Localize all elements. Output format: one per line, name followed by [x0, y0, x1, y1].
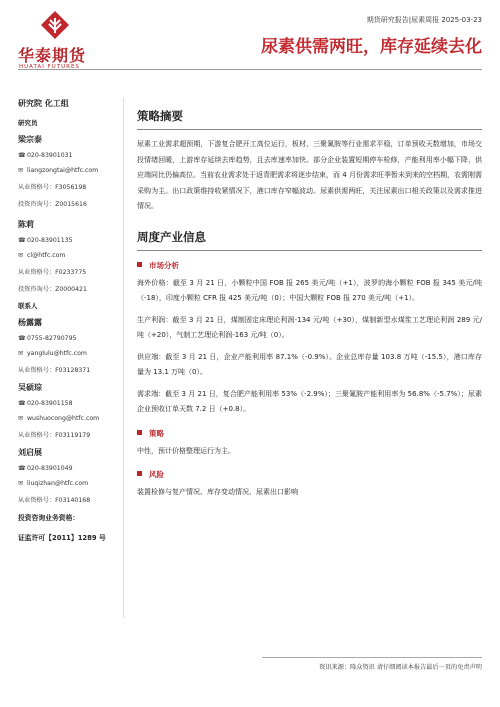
phone-line: ☎020-83901158: [18, 400, 73, 407]
strategy-paragraph: 中性，预计价格整理运行为主。: [137, 446, 235, 455]
license-line: 从业资格号：F03128371: [18, 367, 91, 374]
role-researcher: 研究员: [18, 119, 38, 127]
section-title-summary: 策略摘要: [137, 109, 183, 123]
square-bullet-icon: [137, 262, 142, 267]
email-icon: ✉: [18, 350, 24, 357]
sidebar-divider: [123, 98, 124, 618]
researcher-name: 梁宗泰: [18, 135, 42, 144]
researcher-card: [18, 219, 118, 293]
report-title: 尿素供需两旺，库存延续去化: [261, 37, 482, 57]
consult-line: 投资咨询号：Z0000421: [18, 286, 87, 293]
square-bullet-icon: [137, 430, 142, 435]
consult-line: 投资咨询号：Z0015616: [18, 201, 87, 208]
section-title-weekly: 周度产业信息: [137, 229, 206, 244]
brand-name-en: HUATAI FUTURES: [19, 64, 80, 70]
contact-card: [18, 317, 118, 374]
contact-name: 刘启展: [18, 448, 42, 457]
phone-line: ☎020-83901031: [18, 152, 73, 159]
email-line[interactable]: ✉ yanglulu@htfc.com: [18, 350, 87, 357]
brand-name-cn: 华泰期货: [18, 46, 87, 65]
phone-line: ☎0755-82790795: [18, 335, 77, 342]
email-line[interactable]: ✉ liuqizhan@htfc.com: [18, 480, 89, 487]
contact-name: 杨露露: [18, 318, 42, 327]
phone-icon: ☎: [18, 465, 26, 472]
researcher-card: [18, 134, 118, 208]
license-cert: 证监许可【2011】1289 号: [18, 534, 106, 542]
phone-line: ☎020-83901135: [18, 237, 73, 244]
contact-card: [18, 382, 118, 439]
contact-card: [18, 447, 118, 504]
risk-paragraph: 装置检修与复产情况、库存变动情况、尿素出口影响: [137, 488, 298, 496]
author-sidebar: [18, 98, 118, 552]
email-icon: ✉: [18, 415, 24, 422]
footer-divider: [262, 657, 482, 658]
header-divider: [18, 69, 482, 70]
huatai-logo-icon: [40, 10, 70, 40]
license-line: 从业资格号：F03119179: [18, 432, 91, 439]
footer-note: 资讯来源：隆众资讯 请仔细阅读本报告最后一页的免责声明: [319, 664, 482, 671]
researcher-name: 陈莉: [18, 220, 34, 229]
subsection-risk: 风险: [137, 469, 482, 480]
research-group: 研究院 化工组: [18, 99, 69, 108]
subsection-strategy: 策略: [137, 428, 482, 439]
section-divider: [137, 129, 482, 130]
market-paragraph: 生产利润：截至 3 月 21 日，煤制固定床理论利润-134 元/吨（+30），煤制新型水煤浆工艺理论利润 289 元/吨（+20），气制工艺理论利润-163 元/吨（0）。: [137, 315, 482, 339]
email-line[interactable]: ✉ cl@htfc.com: [18, 252, 66, 259]
email-icon: ✉: [18, 252, 24, 259]
email-line[interactable]: ✉ liangzongtai@htfc.com: [18, 167, 99, 174]
email-icon: ✉: [18, 480, 24, 487]
role-contact: 联系人: [18, 302, 38, 310]
summary-paragraph: 尿素工业需求超预期，下游复合肥开工高位运行，板材、三聚氰胺等行业需求平稳，订单预收天数增加，市场交投情绪回暖，上游库存延续去库趋势，且去库速率加快。部分企业装置短期停车检修，产能利用率小幅下降，供应端同比仍偏高位。当前农业需求处于返青肥需求将逐步结束，而 4 月份需求旺季暂未到来的空档期，农需刚需采购为主。出口政策维持收紧情况下，港口库存窄幅波动。尿素供需两旺，关注尿素出口相关政策以及需求推进情况。: [137, 140, 482, 210]
square-bullet-icon: [137, 471, 142, 476]
market-paragraph: 海外价格：截至 3 月 21 日，小颗粒中国 FOB 报 265 美元/吨（+1），波罗的海小颗粒 FOB 报 345 美元/吨（-18），印度小颗粒 CFR 报 425 美元/吨（0）；中国大颗粒 FOB 报 270 美元/吨（+1）。: [137, 278, 482, 302]
license-line: 从业资格号：F0233775: [18, 269, 87, 276]
consult-business-label: 投资咨询业务资格：: [18, 514, 80, 522]
market-paragraph: 供应端：截至 3 月 21 日，企业产能利用率 87.1%（-0.9%）。企业总库存量 103.8 万吨（-15.5），港口库存量为 13.1 万吨（0）。: [137, 352, 482, 376]
subsection-market: 市场分析: [137, 260, 482, 271]
phone-icon: ☎: [18, 335, 26, 342]
section-divider: [137, 250, 482, 251]
email-icon: ✉: [18, 167, 24, 174]
report-body: [137, 98, 482, 501]
contact-name: 吴硕琮: [18, 383, 42, 392]
phone-icon: ☎: [18, 400, 26, 407]
license-line: 从业资格号：F3056198: [18, 184, 87, 191]
phone-icon: ☎: [18, 237, 26, 244]
phone-line: ☎020-83901049: [18, 465, 73, 472]
license-line: 从业资格号：F03140168: [18, 497, 91, 504]
report-tag: 期货研究报告|尿素周报 2025-03-23: [366, 16, 482, 24]
phone-icon: ☎: [18, 152, 26, 159]
market-paragraph: 需求端：截至 3 月 21 日，复合肥产能利用率 53%（-2.9%）；三聚氰胺产能利用率为 56.8%（-5.7%）；尿素企业预收订单天数 7.2 日（+0.8）。: [137, 389, 482, 413]
email-line[interactable]: ✉ wushuocong@htfc.com: [18, 415, 100, 422]
